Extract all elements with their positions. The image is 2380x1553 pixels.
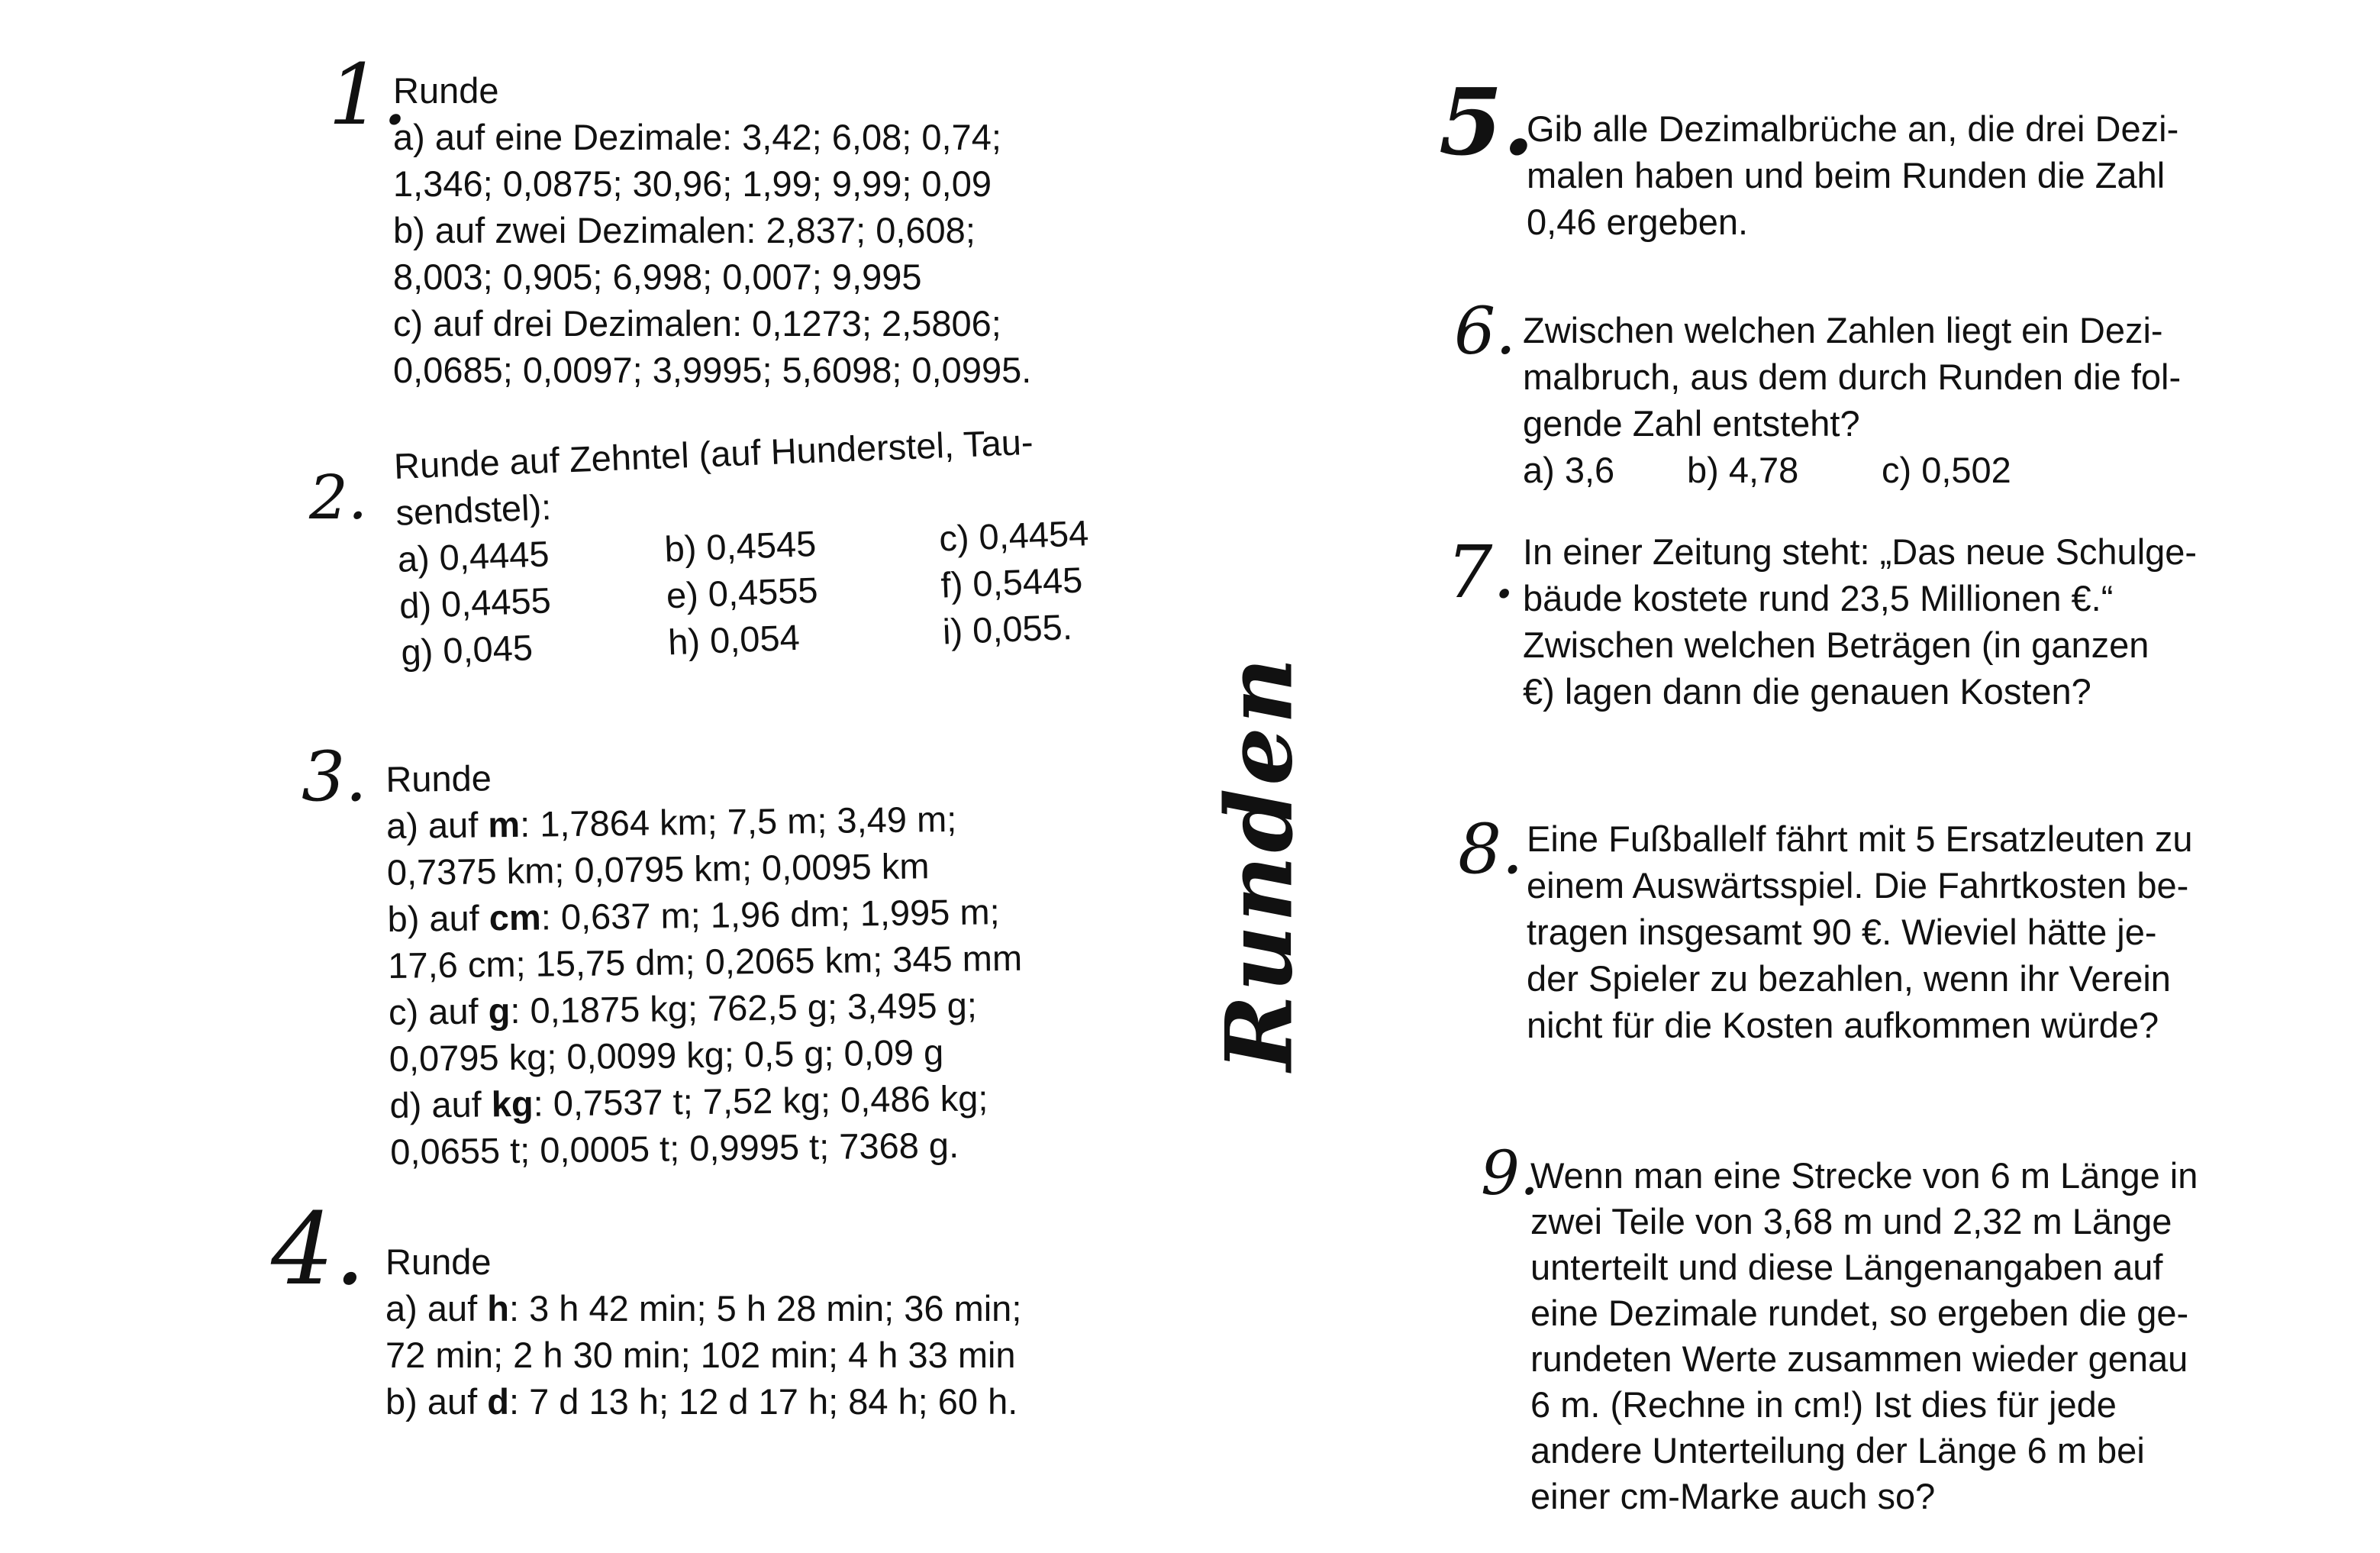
unit-kg: kg (491, 1083, 534, 1125)
task-2-item: b) 0,4545 (663, 522, 818, 570)
task-6-line: Zwischen welchen Zahlen liegt ein Dezi- (1523, 310, 2163, 350)
task-number-3: 3. (302, 737, 367, 817)
task-9-line: Wenn man eine Strecke von 6 m Länge in (1530, 1155, 2198, 1196)
task-2-line: sendstel): (395, 486, 553, 533)
task-9-line: eine Dezimale rundet, so ergeben die ge- (1530, 1293, 2189, 1333)
task-2-line: Runde auf Zehntel (auf Hunderstel, Tau- (393, 421, 1034, 486)
task-7-line: €) lagen dann die genauen Kosten? (1523, 671, 2091, 712)
task-1-line: Runde (393, 70, 499, 111)
task-number-9: 9. (1481, 1138, 1540, 1209)
task-5-line: Gib alle Dezimalbrüche an, die drei Dezi- (1527, 108, 2179, 149)
task-3-line: 0,0795 kg; 0,0099 kg; 0,5 g; 0,09 g (389, 1032, 944, 1079)
task-7-line: Zwischen welchen Beträgen (in ganzen (1523, 625, 2149, 665)
task-8-line: einem Auswärtsspiel. Die Fahrtkosten be- (1527, 865, 2189, 906)
task-2-item: d) 0,4455 (398, 580, 552, 626)
vertical-title: Runden (1205, 654, 1314, 1071)
task-1-line: b) auf zwei Dezimalen: 2,837; 0,608; (393, 210, 976, 250)
task-2-items (397, 508, 1134, 676)
task-7-line: In einer Zeitung steht: „Das neue Schulge- (1523, 531, 2198, 572)
task-6-answers (1523, 447, 2259, 493)
task-number-5: 5. (1439, 69, 1535, 176)
task-4-b: b) auf d: 7 d 13 h; 12 d 17 h; 84 h; 60 h. (385, 1381, 1018, 1422)
task-5-line: 0,46 ergeben. (1527, 202, 1749, 242)
task-2-item: g) 0,045 (400, 627, 534, 673)
task-2-item: i) 0,055. (941, 606, 1073, 652)
task-5 (1527, 105, 2259, 245)
task-9-line: andere Unterteilung der Länge 6 m bei (1530, 1430, 2145, 1471)
task-6 (1523, 307, 2259, 493)
task-4-a: a) auf h: 3 h 42 min; 5 h 28 min; 36 min; (385, 1288, 1022, 1329)
task-number-1: 1. (328, 46, 408, 144)
task-2 (393, 415, 1134, 676)
task-6-line: gende Zahl entsteht? (1523, 403, 1860, 444)
task-4-title: Runde (385, 1241, 492, 1282)
task-9-line: einer cm-Marke auch so? (1530, 1476, 1936, 1516)
task-8-line: Eine Fußballelf fährt mit 5 Ersatzleuten zu (1527, 818, 2193, 859)
unit-m: m (488, 803, 521, 845)
task-1-line: 0,0685; 0,0097; 3,9995; 5,6098; 0,0995. (393, 350, 1032, 390)
task-3-line: 0,7375 km; 0,0795 km; 0,0095 km (386, 845, 930, 893)
task-2-item: a) 0,4445 (396, 533, 550, 580)
task-9-line: zwei Teile von 3,68 m und 2,32 m Länge (1530, 1201, 2172, 1241)
unit-g: g (488, 990, 511, 1032)
task-9 (1530, 1153, 2267, 1519)
task-8 (1527, 815, 2259, 1048)
task-3-title: Runde (385, 757, 492, 799)
task-3-a: a) auf m: 1,7864 km; 7,5 m; 3,49 m; (385, 798, 957, 846)
task-1-line: a) auf eine Dezimale: 3,42; 6,08; 0,74; (393, 117, 1001, 157)
task-number-2: 2. (309, 462, 368, 533)
task-6-answer: a) 3,6 (1523, 450, 1615, 490)
task-2-item: h) 0,054 (667, 616, 801, 663)
task-4-line: 72 min; 2 h 30 min; 102 min; 4 h 33 min (385, 1335, 1016, 1375)
task-6-line: malbruch, aus dem durch Runden die fol- (1523, 357, 2182, 397)
task-1-line: 1,346; 0,0875; 30,96; 1,99; 9,99; 0,09 (393, 163, 992, 204)
task-3 (385, 747, 1135, 1175)
task-9-line: unterteilt und diese Längenangaben auf (1530, 1247, 2163, 1287)
unit-d: d (487, 1381, 509, 1422)
task-8-line: tragen insgesamt 90 €. Wieviel hätte je- (1527, 912, 2157, 952)
task-number-6: 6. (1454, 294, 1517, 370)
task-6-answer: b) 4,78 (1687, 450, 1799, 490)
task-number-8: 8. (1458, 809, 1524, 890)
task-1-line: 8,003; 0,905; 6,998; 0,007; 9,995 (393, 257, 922, 297)
task-2-item: f) 0,5445 (940, 559, 1084, 605)
task-7-line: bäude kostete rund 23,5 Millionen €.“ (1523, 578, 2114, 618)
task-4 (385, 1238, 1149, 1425)
task-9-line: 6 m. (Rechne in cm!) Ist dies für jede (1530, 1384, 2117, 1425)
task-5-line: malen haben und beim Runden die Zahl (1527, 155, 2166, 195)
task-3-b: b) auf cm: 0,637 m; 1,96 dm; 1,995 m; (387, 891, 1000, 939)
task-2-item: c) 0,4454 (938, 512, 1090, 559)
task-9-line: rundeten Werte zusammen wieder genau (1530, 1338, 2188, 1379)
task-3-d: d) auf kg: 0,7537 t; 7,52 kg; 0,486 kg; (389, 1077, 988, 1125)
task-number-4: 4. (271, 1191, 366, 1307)
task-8-line: nicht für die Kosten aufkommen würde? (1527, 1005, 2159, 1045)
task-3-c: c) auf g: 0,1875 kg; 762,5 g; 3,495 g; (388, 984, 978, 1032)
task-8-line: der Spieler zu bezahlen, wenn ihr Verein (1527, 958, 2171, 999)
task-6-answer: c) 0,502 (1882, 450, 2011, 490)
task-2-item: e) 0,4555 (665, 569, 819, 616)
task-7 (1523, 528, 2259, 715)
task-1-line: c) auf drei Dezimalen: 0,1273; 2,5806; (393, 303, 1001, 344)
task-number-7: 7. (1446, 531, 1516, 615)
task-1 (393, 67, 1126, 393)
task-3-line: 17,6 cm; 15,75 dm; 0,2065 km; 345 mm (388, 937, 1023, 986)
unit-cm: cm (489, 896, 542, 938)
unit-h: h (487, 1288, 509, 1329)
task-3-line: 0,0655 t; 0,0005 t; 0,9995 t; 7368 g. (390, 1124, 959, 1172)
